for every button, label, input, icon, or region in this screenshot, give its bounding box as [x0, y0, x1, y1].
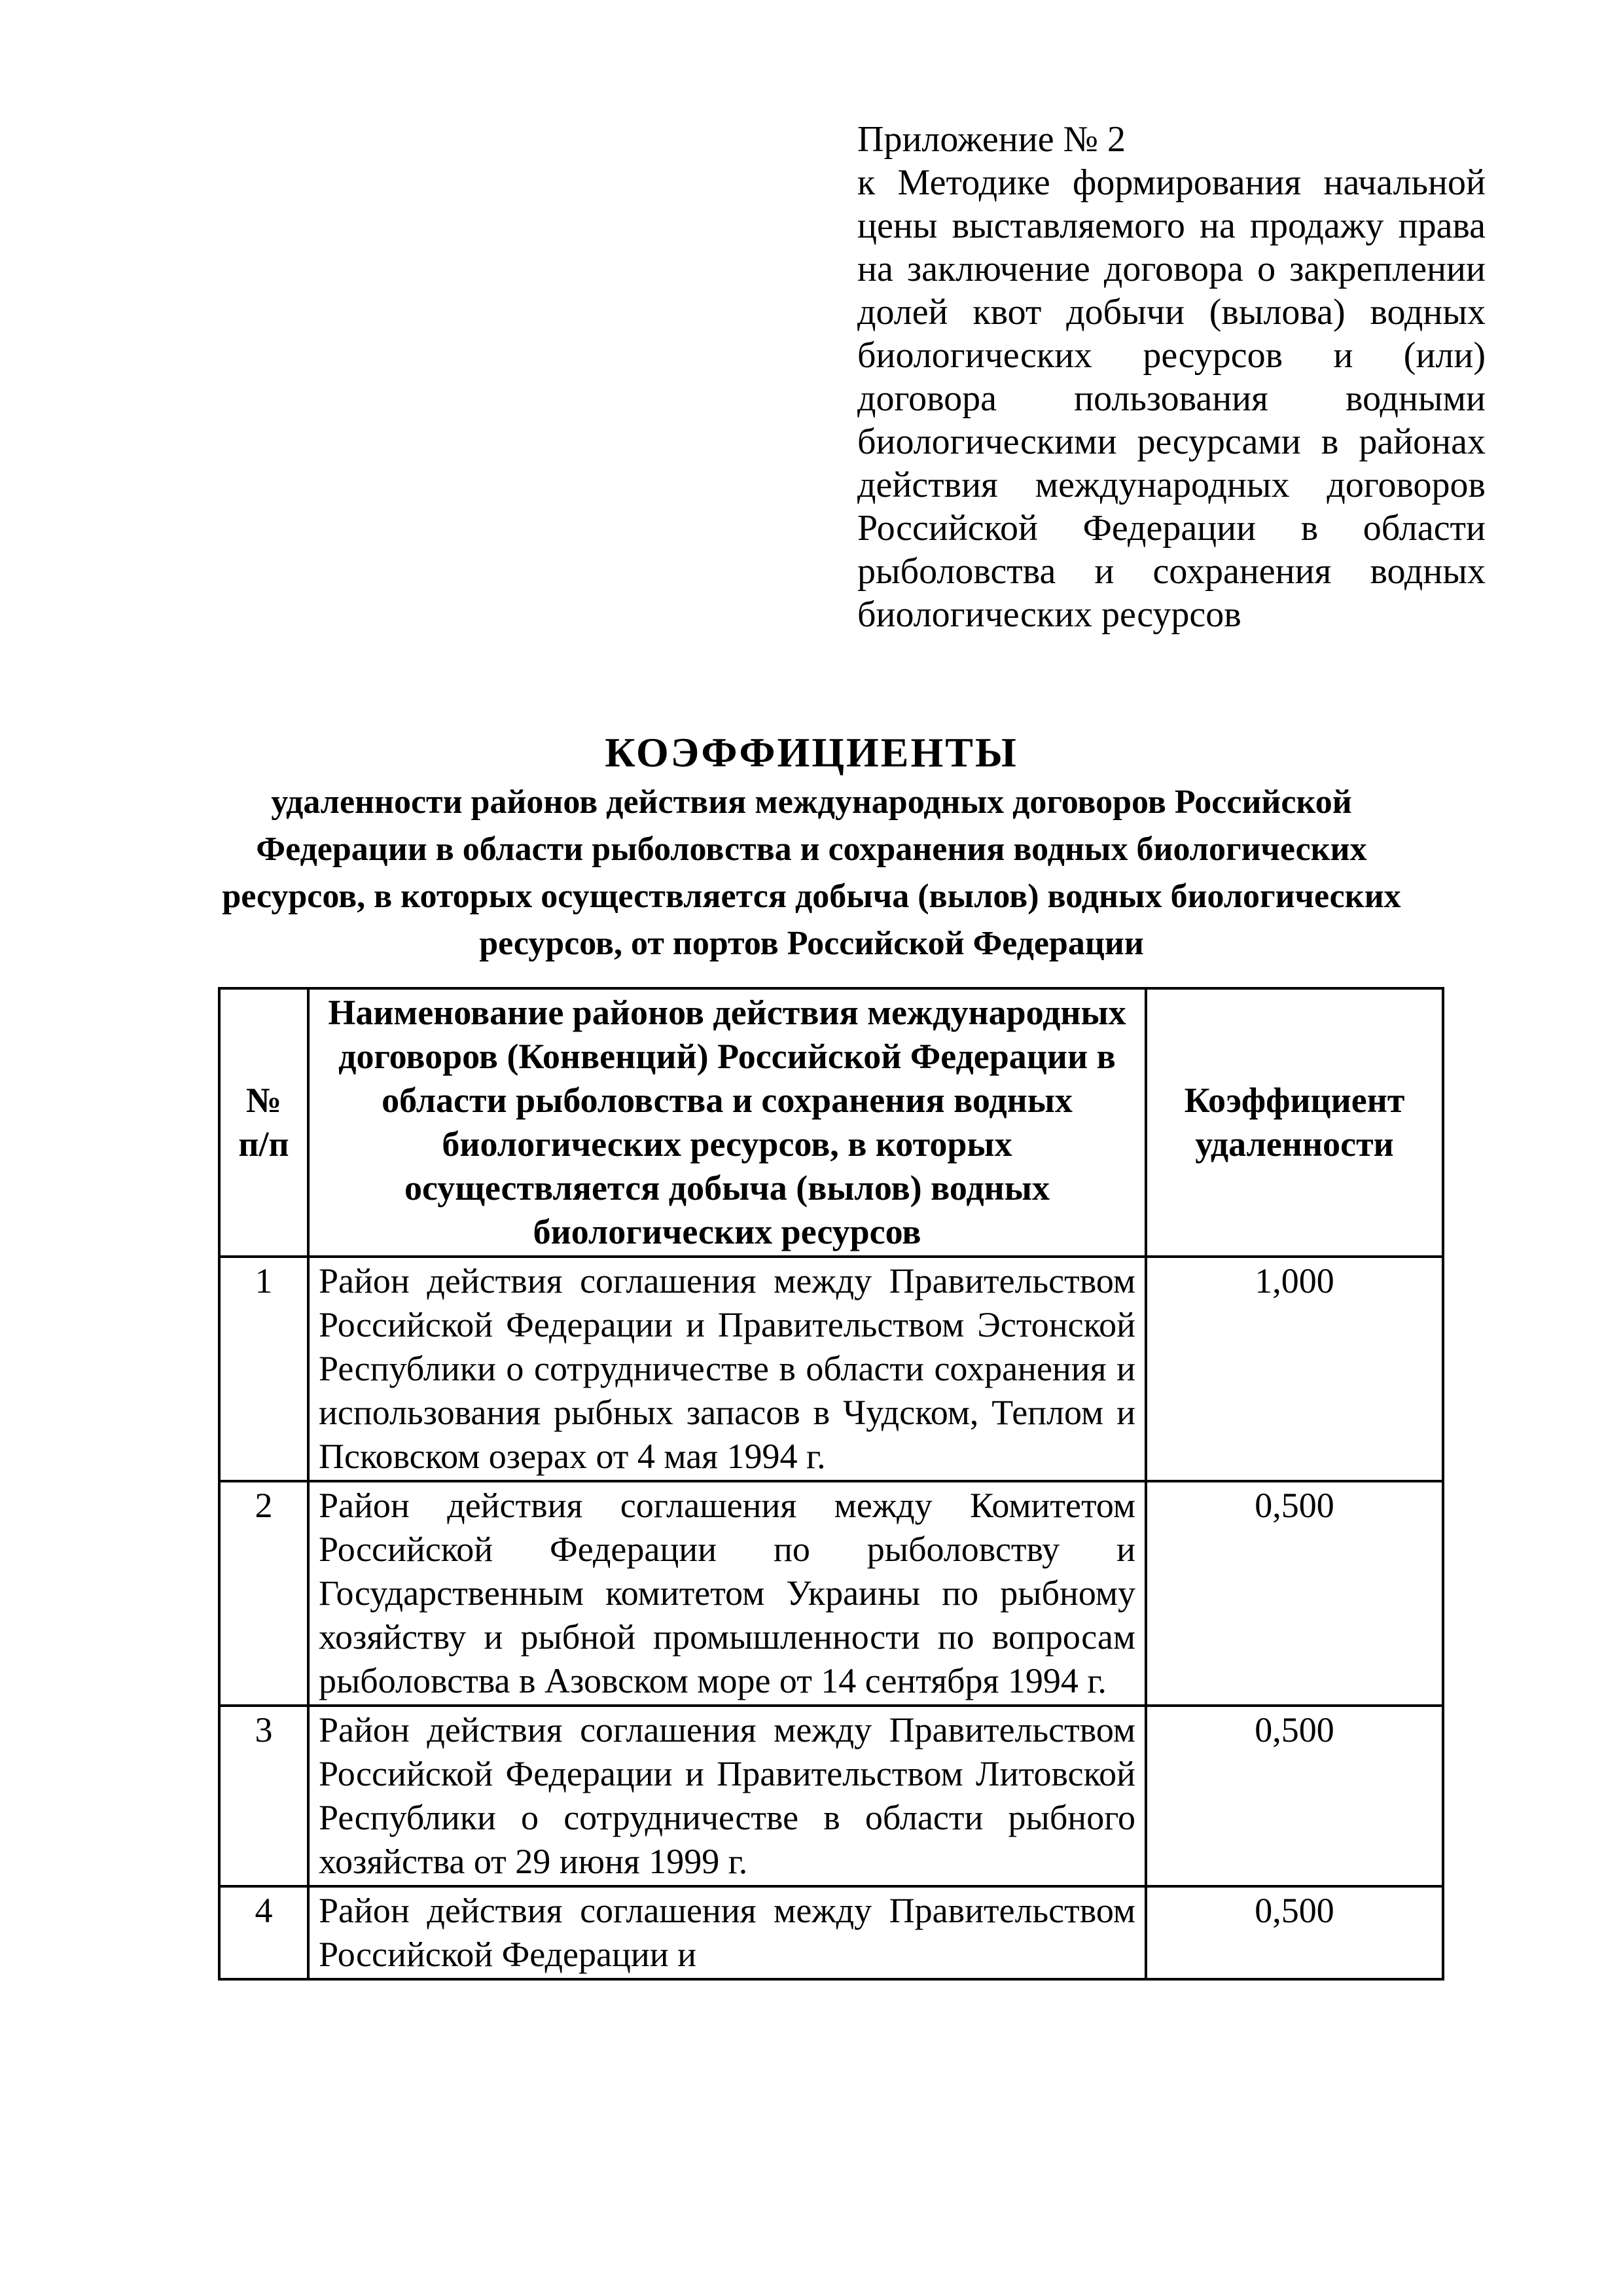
row-name: Район действия соглашения между Правительством Российской Федерации и Правительством Эстонской Республики о сотрудничестве в области сохранения и использования рыбных запасов в Чудском, Теплом и Псковском озерах от 4 мая 1994 г.: [308, 1257, 1146, 1481]
table-row: [219, 1706, 1443, 1886]
row-num: 1: [219, 1257, 308, 1481]
header-name: Наименование районов действия международных договоров (Конвенций) Российской Федерации в области рыболовства и сохранения водных биологических ресурсов, в которых осуществляется добыча (вылов) водных биологических ресурсов: [308, 988, 1146, 1257]
table-row: [219, 1886, 1443, 1979]
row-num: 2: [219, 1481, 308, 1706]
row-coef: 1,000: [1146, 1257, 1443, 1481]
coefficients-table: [218, 987, 1444, 1981]
appendix-block: [857, 118, 1486, 636]
appendix-title: Приложение № 2: [857, 119, 1126, 160]
row-coef: 0,500: [1146, 1706, 1443, 1886]
row-name: Район действия соглашения между Комитетом Российской Федерации по рыболовству и Государственным комитетом Украины по рыбному хозяйству и рыбной промышленности по вопросам рыболовства в Азовском море от 14 сентября 1994 г.: [308, 1481, 1146, 1706]
table-header-row: [219, 988, 1443, 1257]
row-coef: 0,500: [1146, 1481, 1443, 1706]
document-title: КОЭФФИЦИЕНТЫ: [605, 729, 1018, 776]
table-row: [219, 1481, 1443, 1706]
appendix-body: к Методике формирования начальной цены выставляемого на продажу права на заключение договора о закреплении долей квот добычи (вылова) водных биологических ресурсов и (или) договора пользования водными биологическими ресурсами в районах действия международных договоров Российской Федерации в области рыболовства и сохранения водных биологических ресурсов: [857, 162, 1486, 635]
table-row: [219, 1257, 1443, 1481]
document-heading: [196, 726, 1427, 967]
row-coef: 0,500: [1146, 1886, 1443, 1979]
row-name: Район действия соглашения между Правительством Российской Федерации и Правительством Литовской Республики о сотрудничестве в области рыбного хозяйства от 29 июня 1999 г.: [308, 1706, 1146, 1886]
row-num: 4: [219, 1886, 308, 1979]
row-name: Район действия соглашения между Правительством Российской Федерации и: [308, 1886, 1146, 1979]
header-coef: Коэффициент удаленности: [1146, 988, 1443, 1257]
header-num: № п/п: [219, 988, 308, 1257]
document-subtitle: удаленности районов действия международных договоров Российской Федерации в области рыболовства и сохранения водных биологических ресурсов, в которых осуществляется добыча (вылов) водных биологических ресурсов, от портов Российской Федерации: [222, 783, 1401, 962]
row-num: 3: [219, 1706, 308, 1886]
